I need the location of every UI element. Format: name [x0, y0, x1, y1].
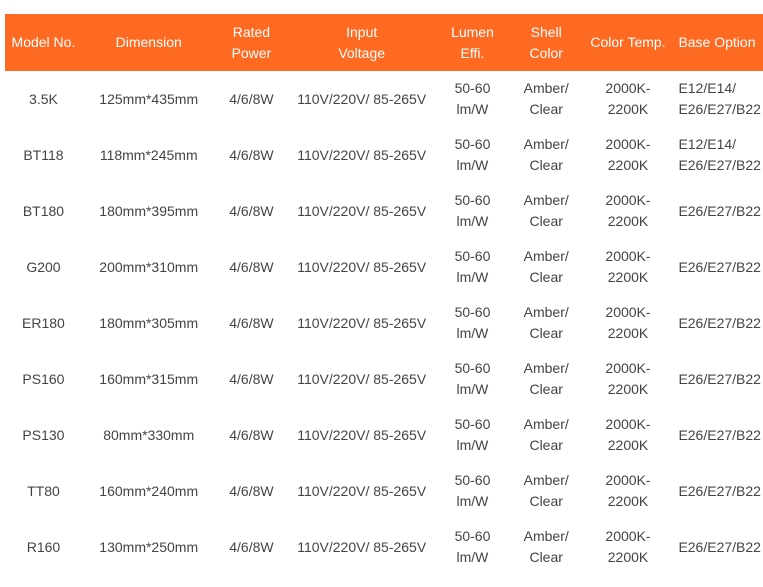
header-row	[5, 14, 763, 71]
cell-text-line: 50-60	[454, 360, 491, 376]
table-row	[5, 295, 763, 351]
cell-text-line: 50-60	[454, 472, 491, 488]
cell-rated-power: 4/6/8W	[229, 314, 274, 331]
cell-shell-color	[509, 407, 584, 463]
cell-rated-power: 4/6/8W	[229, 370, 274, 387]
header-label-line: Color	[529, 44, 563, 61]
cell-text-line: E26/E27/B22	[678, 101, 761, 117]
cell-dimension: 80mm*330mm	[103, 426, 195, 443]
cell-model-no: G200	[26, 258, 61, 275]
cell-text-line: Amber/	[523, 248, 569, 264]
header-label-line: Voltage	[338, 44, 386, 61]
cell-input-voltage: 110V/220V/ 85-265V	[297, 90, 427, 107]
cell-dimension: 160mm*315mm	[99, 370, 199, 387]
cell-input-voltage: 110V/220V/ 85-265V	[297, 202, 427, 219]
header-input-voltage	[287, 14, 436, 71]
cell-input-voltage: 110V/220V/ 85-265V	[297, 426, 427, 443]
cell-text-line: lm/W	[456, 213, 489, 229]
cell-rated-power: 4/6/8W	[229, 258, 274, 275]
cell-dimension: 180mm*395mm	[99, 202, 199, 219]
cell-text-line: Amber/	[523, 80, 569, 96]
cell-text-line: lm/W	[456, 381, 489, 397]
cell-text-line: Clear	[529, 157, 563, 173]
cell-lumen-effi	[436, 463, 509, 519]
header-label-line: Power	[231, 44, 272, 61]
cell-text-line: 2200K	[607, 493, 649, 509]
cell-text-line: Amber/	[523, 304, 569, 320]
cell-text-line: 2200K	[607, 437, 649, 453]
cell-text-line: Clear	[529, 549, 563, 565]
cell-text-line: Amber/	[523, 528, 569, 544]
cell-color-temp	[584, 519, 673, 575]
cell-text-line: Clear	[529, 325, 563, 341]
cell-text-line: 2200K	[607, 213, 649, 229]
cell-lumen-effi	[436, 127, 509, 183]
cell-color-temp	[584, 463, 673, 519]
cell-text-line: 2200K	[607, 549, 649, 565]
cell-text-line: 2200K	[607, 325, 649, 341]
table-row	[5, 519, 763, 575]
cell-text-line: Clear	[529, 437, 563, 453]
cell-base-option	[672, 351, 763, 407]
cell-text-line: Amber/	[523, 472, 569, 488]
cell-lumen-effi	[436, 295, 509, 351]
cell-model-no: TT80	[27, 482, 60, 499]
table-row	[5, 183, 763, 239]
cell-text-line: 2000K-	[605, 472, 651, 488]
cell-text-line: 2000K-	[605, 360, 651, 376]
cell-color-temp	[584, 71, 673, 127]
cell-text-line: lm/W	[456, 157, 489, 173]
table-row	[5, 463, 763, 519]
cell-model-no: BT180	[22, 202, 65, 219]
cell-base-option	[672, 183, 763, 239]
cell-lumen-effi	[436, 519, 509, 575]
cell-text-line: 2000K-	[605, 304, 651, 320]
cell-shell-color	[509, 239, 584, 295]
cell-base-option	[672, 295, 763, 351]
cell-lumen-effi	[436, 71, 509, 127]
cell-text-line: 50-60	[454, 416, 491, 432]
cell-model-no: PS160	[22, 370, 65, 387]
cell-text-line: E26/E27/B22	[678, 202, 761, 219]
cell-shell-color	[509, 351, 584, 407]
header-shell-color	[509, 14, 584, 71]
cell-text-line: 50-60	[454, 136, 491, 152]
cell-text-line: E12/E14/	[678, 136, 737, 152]
cell-dimension: 130mm*250mm	[99, 538, 199, 555]
header-label-line: Color Temp.	[590, 34, 666, 50]
cell-base-option	[672, 71, 763, 127]
cell-input-voltage: 110V/220V/ 85-265V	[297, 482, 427, 499]
cell-text-line: lm/W	[456, 493, 489, 509]
header-label-line: Shell	[530, 23, 562, 40]
cell-text-line: E26/E27/B22	[678, 370, 761, 387]
cell-text-line: 50-60	[454, 248, 491, 264]
cell-rated-power: 4/6/8W	[229, 146, 274, 163]
cell-text-line: Clear	[529, 493, 563, 509]
cell-base-option	[672, 463, 763, 519]
cell-text-line: Amber/	[523, 360, 569, 376]
header-label-line: Dimension	[115, 34, 182, 50]
cell-rated-power: 4/6/8W	[229, 90, 274, 107]
cell-model-no: PS130	[22, 426, 65, 443]
header-label-line: Rated	[232, 23, 271, 40]
cell-base-option	[672, 127, 763, 183]
table-header	[5, 14, 763, 71]
header-color-temp	[584, 14, 673, 71]
cell-lumen-effi	[436, 407, 509, 463]
header-base-option	[672, 14, 763, 71]
cell-text-line: 2200K	[607, 381, 649, 397]
cell-color-temp	[584, 127, 673, 183]
spec-table	[5, 14, 763, 575]
cell-text-line: lm/W	[456, 325, 489, 341]
cell-shell-color	[509, 519, 584, 575]
cell-shell-color	[509, 463, 584, 519]
cell-model-no: ER180	[22, 314, 65, 331]
cell-text-line: lm/W	[456, 269, 489, 285]
header-label-line: Model No.	[11, 34, 76, 50]
cell-dimension: 160mm*240mm	[99, 482, 199, 499]
cell-text-line: Clear	[529, 101, 563, 117]
cell-rated-power: 4/6/8W	[229, 538, 274, 555]
cell-model-no: BT118	[23, 146, 64, 163]
cell-text-line: 2200K	[607, 101, 649, 117]
cell-dimension: 118mm*245mm	[99, 146, 198, 163]
cell-text-line: E26/E27/B22	[678, 258, 761, 275]
cell-text-line: Clear	[529, 381, 563, 397]
cell-text-line: lm/W	[456, 101, 489, 117]
header-label-line: Base Option	[678, 34, 756, 50]
cell-text-line: 2200K	[607, 269, 649, 285]
cell-text-line: E26/E27/B22	[678, 157, 761, 173]
header-lumen-effi	[436, 14, 509, 71]
cell-color-temp	[584, 351, 673, 407]
cell-color-temp	[584, 407, 673, 463]
cell-input-voltage: 110V/220V/ 85-265V	[297, 370, 427, 387]
cell-input-voltage: 110V/220V/ 85-265V	[297, 538, 427, 555]
cell-text-line: 50-60	[454, 528, 491, 544]
cell-text-line: 2000K-	[605, 80, 651, 96]
header-rated-power	[216, 14, 288, 71]
cell-text-line: 2000K-	[605, 248, 651, 264]
cell-text-line: Clear	[529, 213, 563, 229]
cell-lumen-effi	[436, 183, 509, 239]
cell-text-line: E26/E27/B22	[678, 426, 761, 443]
cell-input-voltage: 110V/220V/ 85-265V	[297, 258, 427, 275]
cell-lumen-effi	[436, 239, 509, 295]
cell-text-line: Amber/	[523, 136, 569, 152]
cell-shell-color	[509, 71, 584, 127]
cell-shell-color	[509, 183, 584, 239]
table-row	[5, 351, 763, 407]
cell-text-line: 2000K-	[605, 416, 651, 432]
cell-dimension: 200mm*310mm	[99, 258, 199, 275]
header-label-line: Lumen	[451, 23, 494, 40]
cell-base-option	[672, 519, 763, 575]
cell-text-line: Clear	[529, 269, 563, 285]
header-label-line: Input	[346, 23, 378, 40]
cell-text-line: 50-60	[454, 304, 491, 320]
cell-dimension: 125mm*435mm	[99, 90, 199, 107]
cell-model-no: 3.5K	[29, 90, 58, 107]
cell-text-line: E26/E27/B22	[678, 314, 761, 331]
header-model-no	[5, 14, 82, 71]
cell-text-line: lm/W	[456, 437, 489, 453]
table-row	[5, 71, 763, 127]
cell-text-line: 50-60	[454, 80, 491, 96]
cell-text-line: E26/E27/B22	[678, 538, 761, 555]
cell-color-temp	[584, 295, 673, 351]
cell-rated-power: 4/6/8W	[229, 482, 274, 499]
cell-text-line: 2000K-	[605, 528, 651, 544]
cell-color-temp	[584, 183, 673, 239]
cell-rated-power: 4/6/8W	[229, 426, 274, 443]
cell-color-temp	[584, 239, 673, 295]
table-row	[5, 239, 763, 295]
cell-input-voltage: 110V/220V/ 85-265V	[297, 314, 427, 331]
cell-rated-power: 4/6/8W	[229, 202, 274, 219]
table-body	[5, 71, 763, 575]
header-dimension	[82, 14, 216, 71]
cell-lumen-effi	[436, 351, 509, 407]
cell-text-line: 2000K-	[605, 136, 651, 152]
cell-input-voltage: 110V/220V/ 85-265V	[297, 146, 427, 163]
header-label-line: Effi.	[460, 44, 485, 61]
cell-shell-color	[509, 127, 584, 183]
cell-text-line: 2200K	[607, 157, 649, 173]
cell-text-line: 50-60	[454, 192, 491, 208]
table-row	[5, 127, 763, 183]
cell-text-line: Amber/	[523, 192, 569, 208]
cell-text-line: lm/W	[456, 549, 489, 565]
table-row	[5, 407, 763, 463]
cell-model-no: R160	[26, 538, 61, 555]
cell-base-option	[672, 407, 763, 463]
cell-shell-color	[509, 295, 584, 351]
cell-dimension: 180mm*305mm	[99, 314, 199, 331]
cell-text-line: Amber/	[523, 416, 569, 432]
cell-text-line: E12/E14/	[678, 80, 737, 96]
cell-text-line: E26/E27/B22	[678, 482, 761, 499]
cell-text-line: 2000K-	[605, 192, 651, 208]
cell-base-option	[672, 239, 763, 295]
